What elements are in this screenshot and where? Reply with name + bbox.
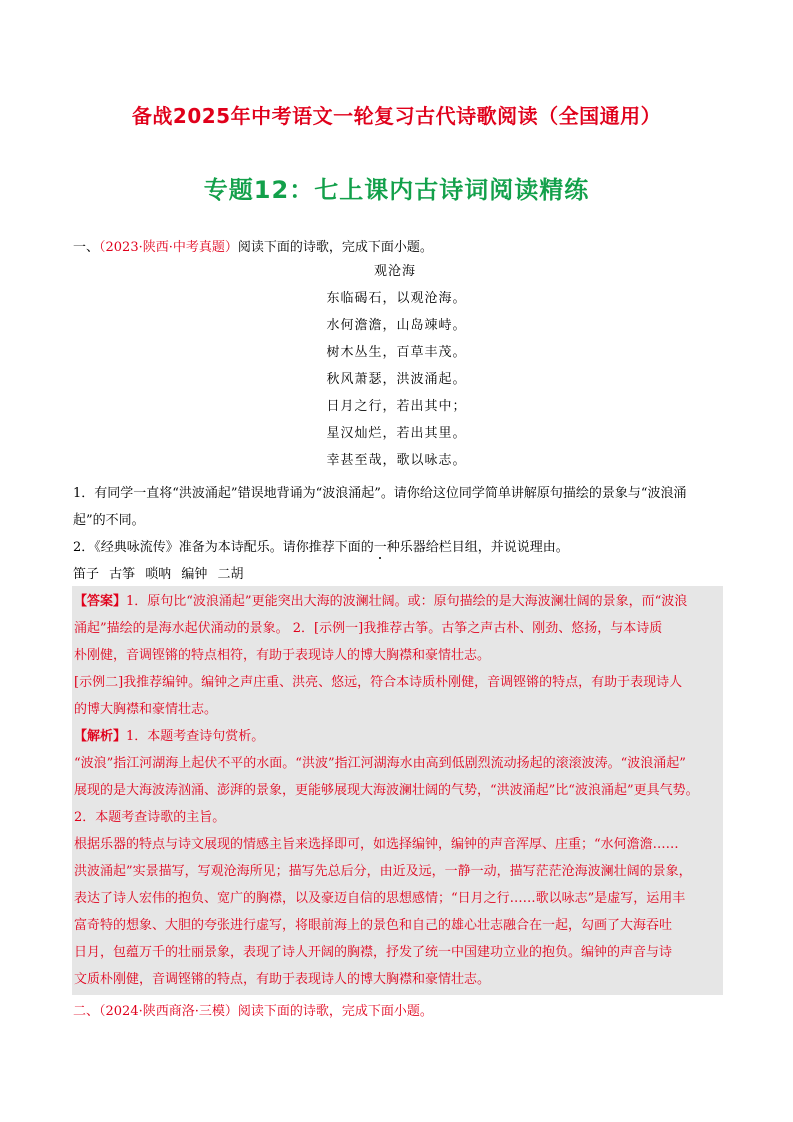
question-2-number: 二、 [73,1004,100,1019]
answer-line: 朴刚健，音调铿锵的特点相符，有助于表现诗人的博大胸襟和豪情壮志。 [74,648,491,663]
topic-title: 专题12：七上课内古诗词阅读精练 [203,176,590,204]
poem-line: 东临碣石，以观沧海。 [326,291,467,306]
question-2-intro [73,1000,433,1019]
analysis-line: 2．本题考查诗歌的主旨。 [74,810,226,825]
document-title: 备战2025年中考语文一轮复习古代诗歌阅读（全国通用） [131,104,662,128]
question-1-instruction: 阅读下面的诗歌，完成下面小题。 [237,240,433,255]
sub-question-2-text-end: 种乐器给栏目组，并说说理由。 [386,540,569,555]
instrument-options: 笛子 古筝 唢呐 编钟 二胡 [73,567,244,582]
sub-question-1: 1．有同学一直将“洪波涌起”错误地背诵为“波浪涌起”。请你给这位同学简单讲解原句描绘的景象与“波浪涌 [73,486,687,501]
sub-question-2-text: 2．《经典咏流传》准备为本诗配乐。请你推荐下面的 [73,540,374,555]
poem-line: 水何澹澹，山岛竦峙。 [326,318,467,333]
analysis-line: 日月，包蕴万千的壮丽景象，表现了诗人开阔的胸襟，抒发了统一中国建功立业的抱负。编钟的声音与诗 [74,945,673,960]
question-1-number: 一、 [73,240,100,255]
poem-line: 日月之行，若出其中； [326,399,467,414]
poem-line: 幸甚至哉，歌以咏志。 [326,453,467,468]
analysis-line: 洪波涌起”实景描写，写观沧海所见；描写先总后分，由近及远，一静一动，描写茫茫沧海波澜壮阔的景象， [74,864,692,879]
answer-text: 1．原句比“波浪涌起”更能突出大海的波澜壮阔。或：原句描绘的是大海波澜壮阔的景象，而“波浪 [126,594,688,609]
analysis-line: 展现的是大海波涛汹涌、澎湃的景象，更能够展现大海波澜壮阔的气势，“洪波涌起”比“波浪涌起”更具气势。 [74,783,699,798]
poem-line: 星汉灿烂，若出其里。 [326,426,467,441]
analysis-line: “波浪”指江河湖海上起伏不平的水面。“洪波”指江河湖海水由高到低剧烈流动扬起的滚滚波涛。“波浪涌起” [74,756,686,771]
answer-line [74,588,723,615]
analysis-text: 1．本题考查诗句赏析。 [126,729,265,744]
sub-question-2 [73,534,723,561]
poem-title: 观沧海 [373,264,416,279]
answer-line: 的博大胸襟和豪情壮志。 [74,702,218,717]
answer-label: 【答案】 [74,594,127,609]
poem-line: 树木丛生，百草丰茂。 [326,345,467,360]
analysis-line [74,723,723,750]
analysis-line: 根据乐器的特点与诗文展现的情感主旨来选择即可，如选择编钟，编钟的声音浑厚、庄重；“水何澹澹…… [74,837,679,852]
poem-line: 秋风萧瑟，洪波涌起。 [326,372,467,387]
poem [0,262,793,478]
answer-line: 涌起”描绘的是海水起伏涌动的景象。 2．[示例一]我推荐古筝。古筝之声古朴、刚劲、悠扬，与本诗质 [74,621,663,636]
question-1-source: （2023·陕西·中考真题） [99,240,238,255]
question-1-intro [73,236,433,255]
analysis-line: 表达了诗人宏伟的抱负、宽广的胸襟，以及豪迈自信的思想感情；“日月之行……歌以咏志”是虚写，运用丰 [74,891,686,906]
answer-line: [示例二]我推荐编钟。编钟之声庄重、洪亮、悠远，符合本诗质朴刚健，音调铿锵的特点，有助于表现诗人 [74,675,683,690]
question-2-instruction: 阅读下面的诗歌，完成下面小题。 [237,1004,433,1019]
emphasis-mark: 一 [373,540,387,555]
question-2-source: （2024·陕西商洛·三模） [99,1004,238,1019]
analysis-line: 富奇特的想象、大胆的夸张进行虚写，将眼前海上的景色和自己的雄心壮志融合在一起，勾画了大海吞吐 [74,918,673,933]
sub-questions [73,480,723,588]
sub-question-1-cont: 起”的不同。 [73,513,145,528]
analysis-line: 文质朴刚健，音调铿锵的特点，有助于表现诗人的博大胸襟和豪情壮志。 [74,972,491,987]
answer-analysis-block [72,586,723,995]
analysis-label: 【解析】 [74,729,127,744]
